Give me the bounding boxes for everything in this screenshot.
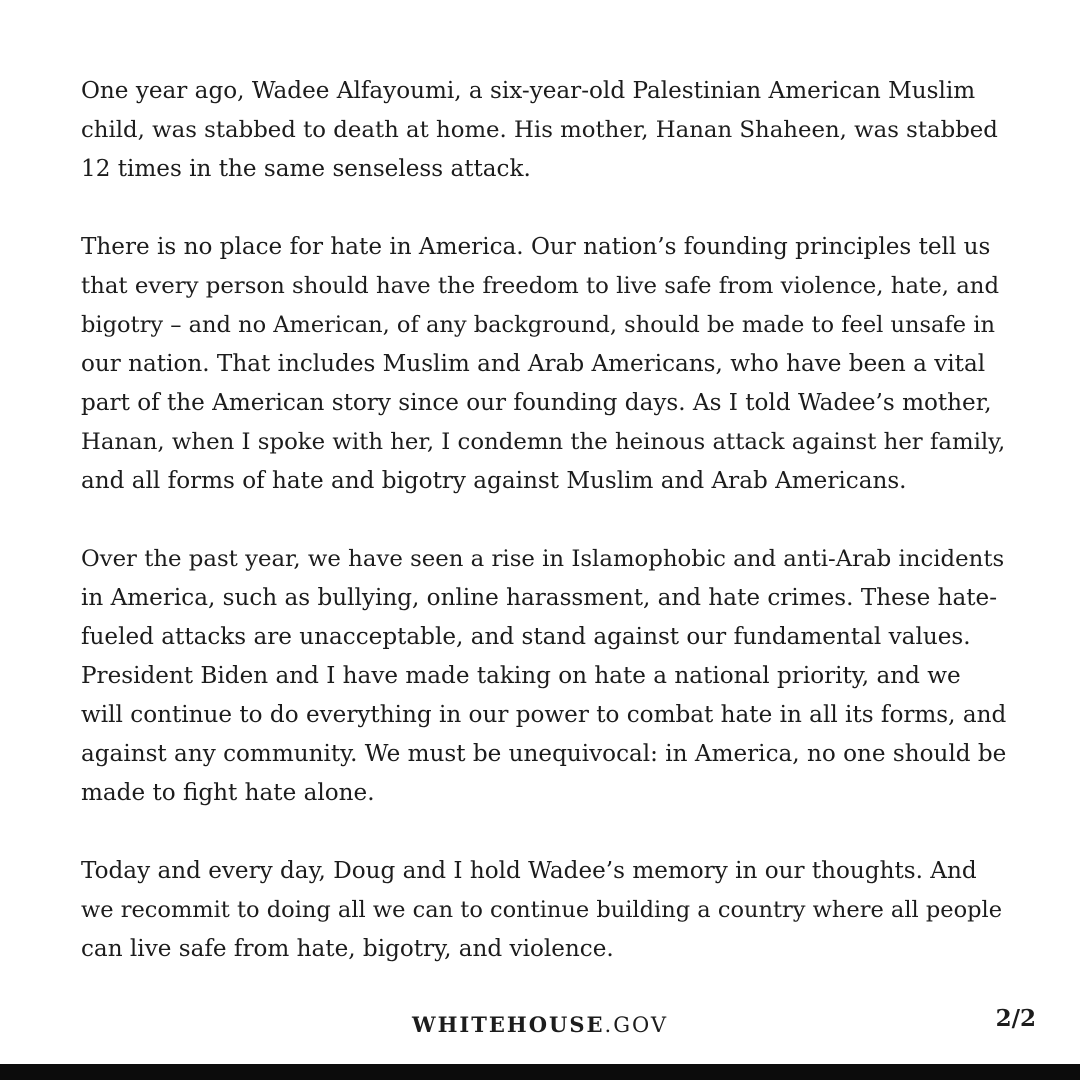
paragraph-line: Hanan, when I spoke with her, I condemn the heinous attack against her family, <box>81 429 1006 455</box>
page-indicator: 2/2 <box>995 1005 1036 1032</box>
paragraph-line: One year ago, Wadee Alfayoumi, a six-year-old Palestinian American Muslim <box>81 78 976 104</box>
site-name-suffix: .GOV <box>604 1013 668 1037</box>
paragraph-line: Over the past year, we have seen a rise in Islamophobic and anti-Arab incidents <box>81 546 1005 572</box>
paragraph-line: can live safe from hate, bigotry, and violence. <box>81 936 614 962</box>
bottom-bar <box>0 1064 1080 1080</box>
paragraph-line: in America, such as bullying, online harassment, and hate crimes. These hate- <box>81 585 998 611</box>
paragraph-line: part of the American story since our founding days. As I told Wadee’s mother, <box>81 390 992 416</box>
paragraph-line: President Biden and I have made taking on hate a national priority, and we <box>81 663 961 689</box>
paragraph-1 <box>81 72 1006 189</box>
paragraph-2 <box>81 228 1006 501</box>
paragraph-line: our nation. That includes Muslim and Arab Americans, who have been a vital <box>81 351 986 377</box>
statement-body <box>81 72 1006 1008</box>
paragraph-3 <box>81 540 1006 813</box>
paragraph-4 <box>81 852 1006 969</box>
paragraph-line: will continue to do everything in our power to combat hate in all its forms, and <box>81 702 1007 728</box>
paragraph-line: against any community. We must be unequivocal: in America, no one should be <box>81 741 1007 767</box>
footer-site-name <box>0 1010 1080 1040</box>
paragraph-line: There is no place for hate in America. Our nation’s founding principles tell us <box>81 234 991 260</box>
paragraph-line: child, was stabbed to death at home. His mother, Hanan Shaheen, was stabbed <box>81 117 998 143</box>
site-name-main: WHITEHOUSE <box>412 1012 605 1037</box>
paragraph-line: fueled attacks are unacceptable, and stand against our fundamental values. <box>81 624 971 650</box>
paragraph-line: we recommit to doing all we can to continue building a country where all people <box>81 897 1003 923</box>
paragraph-line: Today and every day, Doug and I hold Wadee’s memory in our thoughts. And <box>81 858 977 884</box>
paragraph-line: bigotry – and no American, of any background, should be made to feel unsafe in <box>81 312 995 338</box>
paragraph-line: made to fight hate alone. <box>81 780 375 806</box>
paragraph-line: 12 times in the same senseless attack. <box>81 156 531 182</box>
paragraph-line: that every person should have the freedom to live safe from violence, hate, and <box>81 273 1000 299</box>
paragraph-line: and all forms of hate and bigotry against Muslim and Arab Americans. <box>81 468 907 494</box>
